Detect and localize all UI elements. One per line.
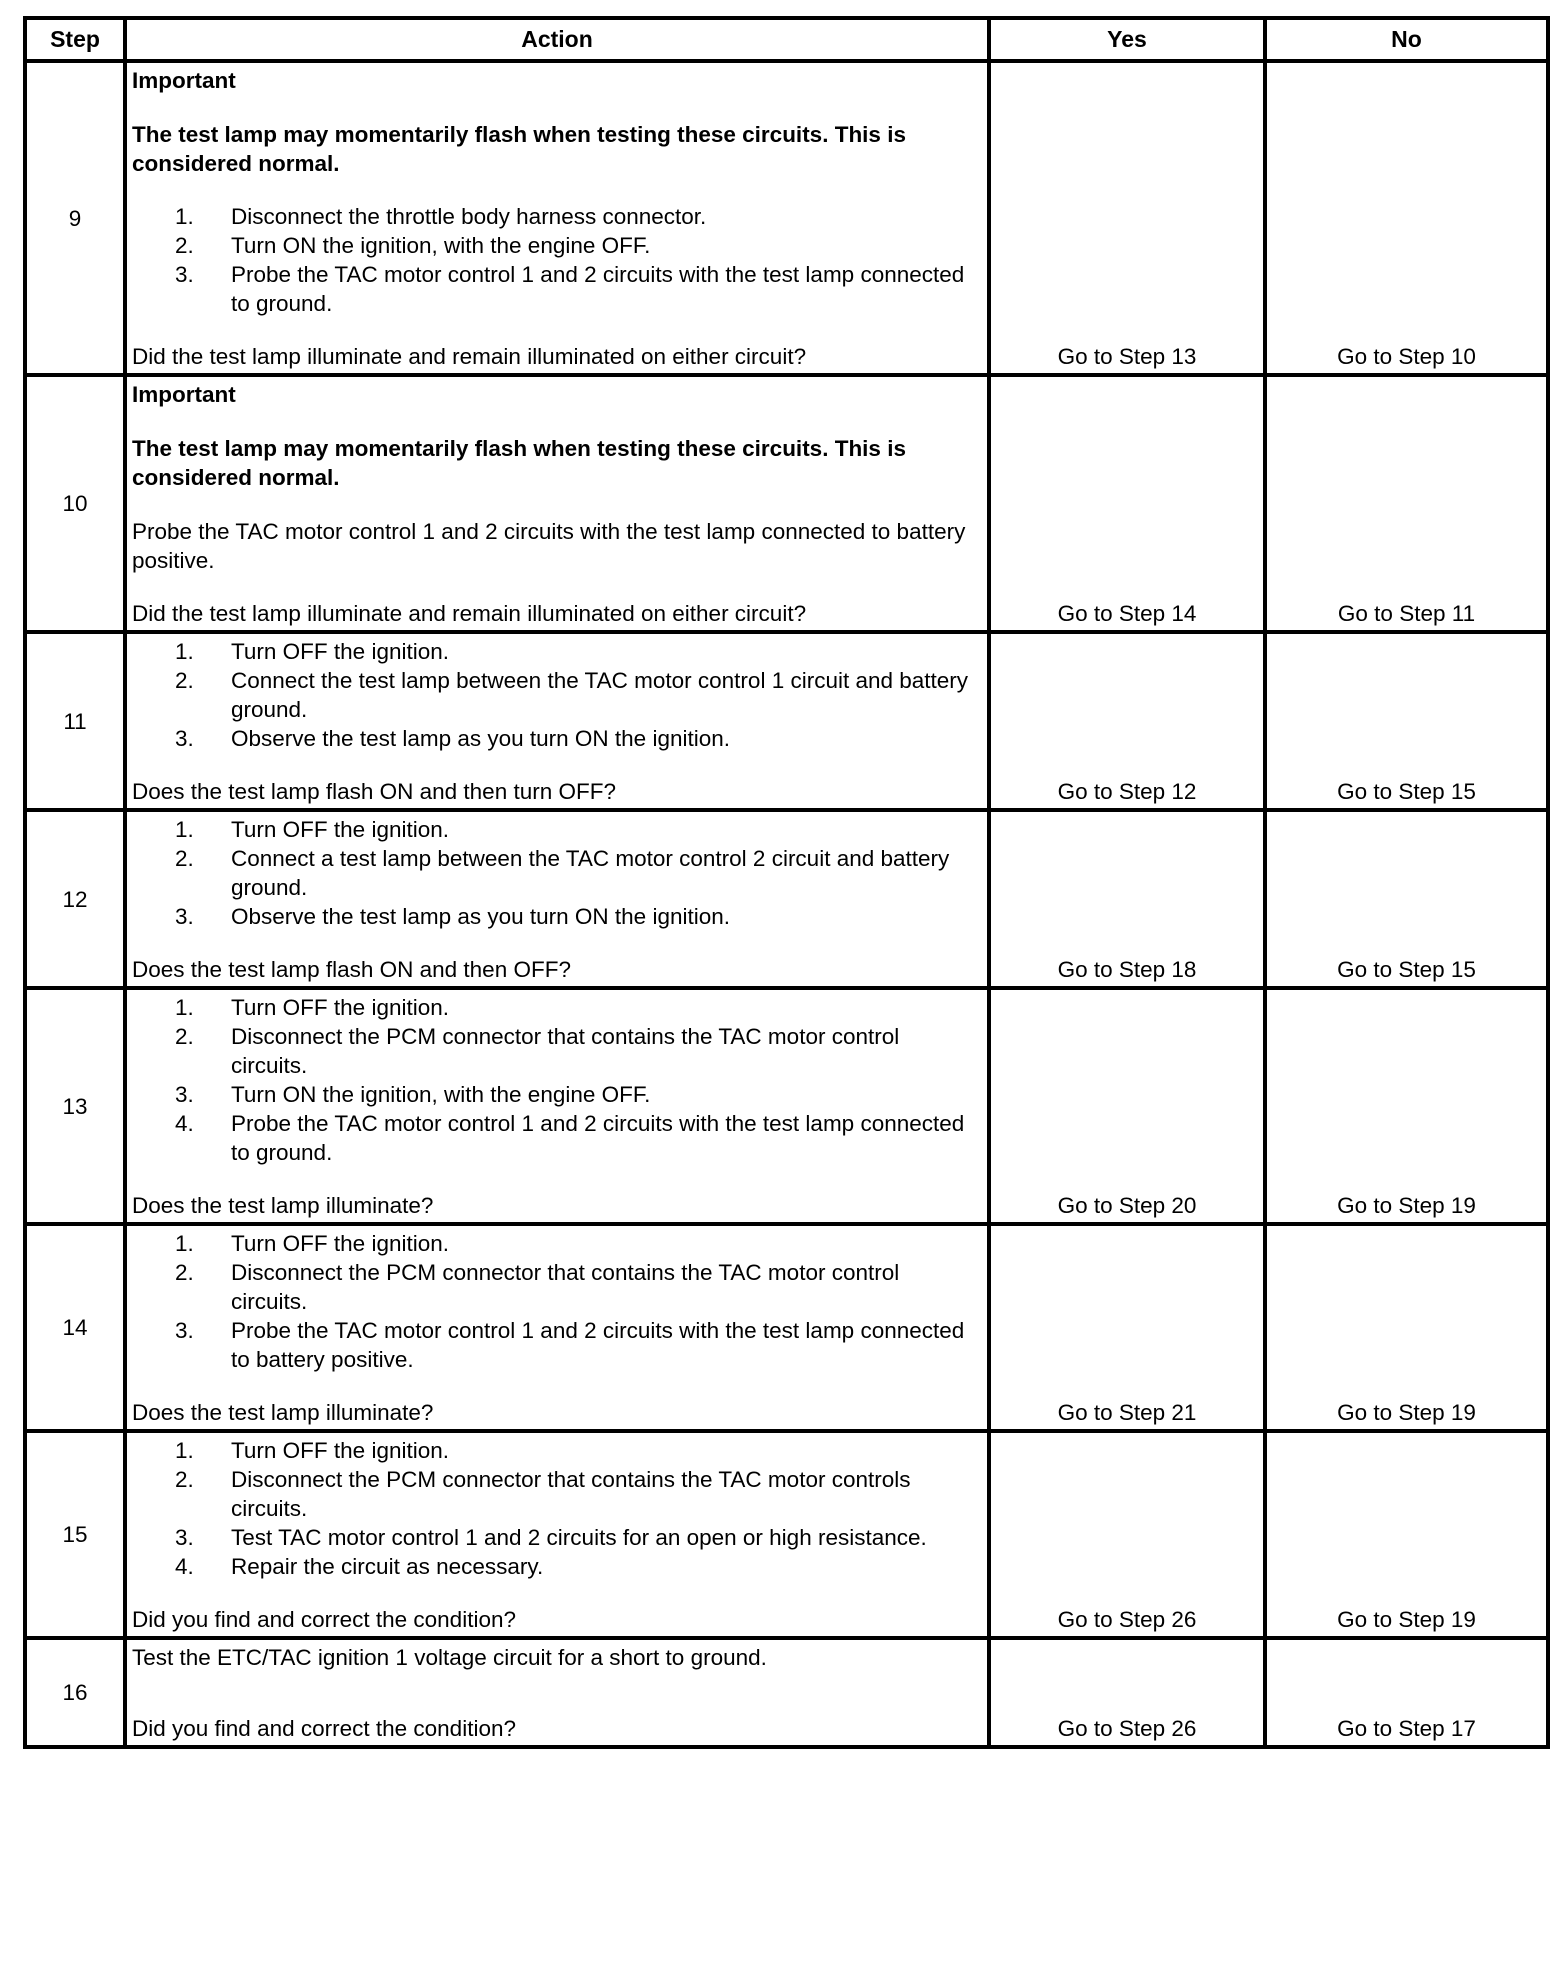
list-item: 1. Turn OFF the ignition. <box>175 817 450 842</box>
yes-link[interactable]: Go to Step 13 <box>989 61 1265 375</box>
header-no: No <box>1265 18 1548 61</box>
table-row <box>25 632 1548 810</box>
action-steps-list <box>132 815 981 931</box>
list-item: 4. Probe the TAC motor control 1 and 2 circuits with the test lamp connected to ground. <box>175 1111 965 1165</box>
table-row <box>25 810 1548 988</box>
yes-link[interactable]: Go to Step 12 <box>989 632 1265 810</box>
action-cell <box>125 1431 989 1638</box>
no-link[interactable]: Go to Step 17 <box>1265 1638 1548 1747</box>
no-link[interactable]: Go to Step 19 <box>1265 1431 1548 1638</box>
yes-link[interactable]: Go to Step 26 <box>989 1638 1265 1747</box>
action-steps-list <box>132 202 981 318</box>
step-number: 15 <box>25 1431 125 1638</box>
list-item: 1. Turn OFF the ignition. <box>175 639 450 664</box>
table-header-row <box>25 18 1548 61</box>
table-row <box>25 61 1548 375</box>
action-steps-list <box>132 1436 981 1581</box>
action-steps-list <box>132 993 981 1167</box>
step-number: 13 <box>25 988 125 1224</box>
no-link[interactable]: Go to Step 10 <box>1265 61 1548 375</box>
no-link[interactable]: Go to Step 19 <box>1265 1224 1548 1431</box>
action-text: Test the ETC/TAC ignition 1 voltage circuit for a short to ground. <box>132 1645 767 1670</box>
step-number: 16 <box>25 1638 125 1747</box>
table-row <box>25 1224 1548 1431</box>
action-cell <box>125 632 989 810</box>
table-row <box>25 375 1548 632</box>
question-text: Did the test lamp illuminate and remain illuminated on either circuit? <box>132 344 807 369</box>
no-link[interactable]: Go to Step 15 <box>1265 810 1548 988</box>
action-cell <box>125 375 989 632</box>
list-item: 2. Connect a test lamp between the TAC motor control 2 circuit and battery ground. <box>175 846 950 900</box>
action-cell <box>125 988 989 1224</box>
important-note: The test lamp may momentarily flash when testing these circuits. This is considered normal. <box>132 436 906 490</box>
list-item: 1. Turn OFF the ignition. <box>175 1231 450 1256</box>
header-step: Step <box>25 18 125 61</box>
important-heading: Important <box>132 382 236 407</box>
action-steps-list <box>132 637 981 753</box>
yes-link[interactable]: Go to Step 21 <box>989 1224 1265 1431</box>
action-steps-list <box>132 1229 981 1374</box>
yes-link[interactable]: Go to Step 14 <box>989 375 1265 632</box>
list-item: 2. Disconnect the PCM connector that contains the TAC motor controls circuits. <box>175 1467 911 1521</box>
action-text: Probe the TAC motor control 1 and 2 circuits with the test lamp connected to battery positive. <box>132 519 966 573</box>
list-item: 1. Turn OFF the ignition. <box>175 995 450 1020</box>
question-text: Does the test lamp illuminate? <box>132 1193 434 1218</box>
yes-link[interactable]: Go to Step 18 <box>989 810 1265 988</box>
list-item: 3. Observe the test lamp as you turn ON the ignition. <box>175 904 730 929</box>
diagnostic-table <box>23 16 1550 1749</box>
list-item: 1. Disconnect the throttle body harness connector. <box>175 204 707 229</box>
no-link[interactable]: Go to Step 15 <box>1265 632 1548 810</box>
table-row <box>25 1638 1548 1747</box>
question-text: Did you find and correct the condition? <box>132 1716 516 1741</box>
question-text: Does the test lamp illuminate? <box>132 1400 434 1425</box>
header-yes: Yes <box>989 18 1265 61</box>
step-number: 10 <box>25 375 125 632</box>
question-text: Does the test lamp flash ON and then turn OFF? <box>132 779 616 804</box>
list-item: 2. Disconnect the PCM connector that contains the TAC motor control circuits. <box>175 1260 900 1314</box>
step-number: 9 <box>25 61 125 375</box>
action-cell <box>125 1224 989 1431</box>
action-cell <box>125 1638 989 1747</box>
question-text: Did the test lamp illuminate and remain illuminated on either circuit? <box>132 601 807 626</box>
no-link[interactable]: Go to Step 19 <box>1265 988 1548 1224</box>
question-text: Does the test lamp flash ON and then OFF? <box>132 957 571 982</box>
step-number: 12 <box>25 810 125 988</box>
important-note: The test lamp may momentarily flash when testing these circuits. This is considered normal. <box>132 122 906 176</box>
list-item: 2. Turn ON the ignition, with the engine OFF. <box>175 233 651 258</box>
list-item: 4. Repair the circuit as necessary. <box>175 1554 544 1579</box>
important-heading: Important <box>132 68 236 93</box>
no-link[interactable]: Go to Step 11 <box>1265 375 1548 632</box>
list-item: 3. Turn ON the ignition, with the engine OFF. <box>175 1082 651 1107</box>
list-item: 2. Connect the test lamp between the TAC motor control 1 circuit and battery ground. <box>175 668 969 722</box>
step-number: 14 <box>25 1224 125 1431</box>
question-text: Did you find and correct the condition? <box>132 1607 516 1632</box>
list-item: 3. Test TAC motor control 1 and 2 circuits for an open or high resistance. <box>175 1525 927 1550</box>
list-item: 1. Turn OFF the ignition. <box>175 1438 450 1463</box>
action-cell <box>125 61 989 375</box>
list-item: 2. Disconnect the PCM connector that contains the TAC motor control circuits. <box>175 1024 900 1078</box>
yes-link[interactable]: Go to Step 26 <box>989 1431 1265 1638</box>
header-action: Action <box>125 18 989 61</box>
yes-link[interactable]: Go to Step 20 <box>989 988 1265 1224</box>
action-cell <box>125 810 989 988</box>
step-number: 11 <box>25 632 125 810</box>
list-item: 3. Probe the TAC motor control 1 and 2 circuits with the test lamp connected to ground. <box>175 262 965 316</box>
table-row <box>25 1431 1548 1638</box>
list-item: 3. Probe the TAC motor control 1 and 2 circuits with the test lamp connected to battery positive. <box>175 1318 965 1372</box>
list-item: 3. Observe the test lamp as you turn ON the ignition. <box>175 726 730 751</box>
table-row <box>25 988 1548 1224</box>
